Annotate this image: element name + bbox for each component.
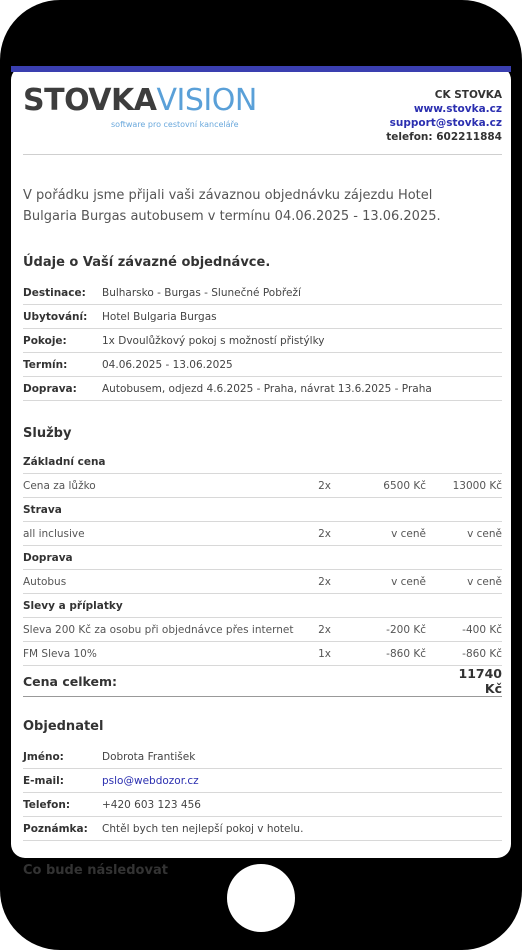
category-label: Strava — [23, 498, 502, 522]
service-qty: 2x — [311, 618, 366, 642]
service-unit-price: -860 Kč — [366, 642, 442, 666]
service-total: 13000 Kč — [442, 474, 502, 498]
service-name: Cena za lůžko — [23, 474, 311, 498]
service-name: FM Sleva 10% — [23, 642, 311, 666]
orderer-row — [23, 745, 502, 769]
orderer-row — [23, 769, 502, 793]
orderer-row — [23, 817, 502, 841]
detail-label: Destinace: — [23, 281, 102, 305]
orderer-table — [23, 745, 502, 841]
total-row — [23, 666, 502, 697]
detail-row — [23, 305, 502, 329]
service-name: Sleva 200 Kč za osobu při objednávce přes internet — [23, 618, 311, 642]
logo-wordmark — [23, 84, 257, 118]
detail-label: Doprava: — [23, 377, 102, 401]
home-button[interactable] — [227, 864, 295, 932]
email-content — [23, 72, 502, 878]
service-total: -400 Kč — [442, 618, 502, 642]
service-total: -860 Kč — [442, 642, 502, 666]
service-unit-price: v ceně — [366, 570, 442, 594]
detail-label: Termín: — [23, 353, 102, 377]
service-row — [23, 642, 502, 666]
company-name: CK STOVKA — [434, 89, 502, 101]
category-row — [23, 546, 502, 570]
orderer-label: Poznámka: — [23, 817, 102, 841]
logo-part-vision: VISION — [156, 83, 257, 118]
category-label: Doprava — [23, 546, 502, 570]
detail-value: 1x Dvoulůžkový pokoj s možností přistýlky — [102, 329, 502, 353]
services-title: Služby — [23, 426, 72, 441]
service-unit-price: -200 Kč — [366, 618, 442, 642]
company-contact — [386, 88, 502, 144]
detail-value: Autobusem, odjezd 4.6.2025 - Praha, návrat 13.6.2025 - Praha — [102, 377, 502, 401]
detail-label: Ubytování: — [23, 305, 102, 329]
category-row — [23, 450, 502, 474]
orderer-label: E-mail: — [23, 769, 102, 793]
detail-value: 04.06.2025 - 13.06.2025 — [102, 353, 502, 377]
email-header — [23, 72, 502, 155]
service-row — [23, 474, 502, 498]
total-value: 11740 Kč — [442, 666, 502, 697]
support-email-link[interactable]: support@stovka.cz — [389, 117, 502, 129]
service-row — [23, 618, 502, 642]
service-row — [23, 522, 502, 546]
detail-row — [23, 281, 502, 305]
next-steps-title: Co bude následovat — [23, 863, 168, 878]
logo-tagline: software pro cestovní kanceláře — [111, 120, 239, 129]
website-link[interactable]: www.stovka.cz — [413, 103, 502, 115]
detail-row — [23, 353, 502, 377]
service-name: Autobus — [23, 570, 311, 594]
total-label: Cena celkem: — [23, 666, 442, 697]
detail-label: Pokoje: — [23, 329, 102, 353]
orderer-title: Objednatel — [23, 719, 104, 734]
company-phone: telefon: 602211884 — [386, 131, 502, 143]
intro-text: V pořádku jsme přijali vaši závaznou objednávku zájezdu Hotel Bulgaria Burgas autobusem v termínu 04.06.2025 - 13.06.2025. — [23, 188, 441, 224]
service-qty: 2x — [311, 474, 366, 498]
detail-value: Bulharsko - Burgas - Slunečné Pobřeží — [102, 281, 502, 305]
category-row — [23, 594, 502, 618]
detail-value: Hotel Bulgaria Burgas — [102, 305, 502, 329]
stovkavision-logo — [23, 83, 257, 129]
category-row — [23, 498, 502, 522]
service-total: v ceně — [442, 570, 502, 594]
service-qty: 1x — [311, 642, 366, 666]
orderer-note: Chtěl bych ten nejlepší pokoj v hotelu. — [102, 817, 502, 841]
service-unit-price: 6500 Kč — [366, 474, 442, 498]
order-details-title: Údaje o Vaší závazné objednávce. — [23, 255, 271, 270]
orderer-row — [23, 793, 502, 817]
orderer-email-link[interactable]: pslo@webdozor.cz — [102, 774, 199, 787]
service-qty: 2x — [311, 570, 366, 594]
order-details-table — [23, 281, 502, 401]
detail-row — [23, 377, 502, 401]
logo-part-stovka: STOVKA — [23, 83, 157, 118]
detail-row — [23, 329, 502, 353]
service-total: v ceně — [442, 522, 502, 546]
orderer-label: Telefon: — [23, 793, 102, 817]
email-screen[interactable] — [11, 66, 511, 878]
orderer-phone: +420 603 123 456 — [102, 793, 502, 817]
orderer-label: Jméno: — [23, 745, 102, 769]
category-label: Základní cena — [23, 450, 502, 474]
service-unit-price: v ceně — [366, 522, 442, 546]
category-label: Slevy a příplatky — [23, 594, 502, 618]
orderer-name: Dobrota František — [102, 745, 502, 769]
service-row — [23, 570, 502, 594]
services-table — [23, 450, 502, 697]
service-qty: 2x — [311, 522, 366, 546]
service-name: all inclusive — [23, 522, 311, 546]
